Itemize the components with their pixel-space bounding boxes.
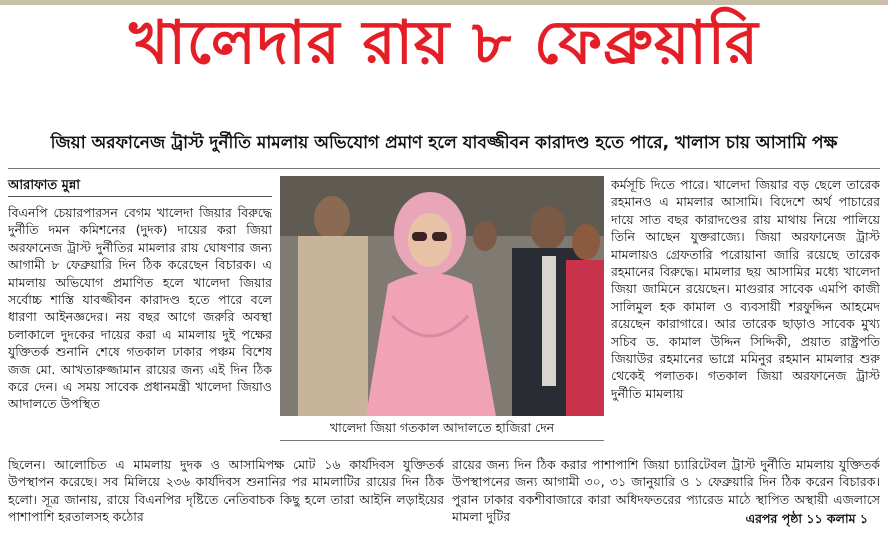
top-rule — [0, 0, 888, 5]
headline: খালেদার রায় ৮ ফেব্রুয়ারি — [129, 8, 759, 78]
article-column-1-continued: ছিলেন। আলোচিত এ মামলায় দুদক ও আসামিপক্ষ মোট ১৬ কার্যদিবস যুক্তিতর্ক উপস্থাপন করেছে। সব মিলিয়ে ২৩৬ কার্যদিবস শুনানির পর মামলাটির রায়ের দিন ঠিক হলো। সূত্র জানায়, রায়ে বিএনপির দৃষ্টিতে নেতিবাচক কিছু হলে তারা আইনি লড়াইয়ের পাশাপাশি হরতালসহ কঠোর — [8, 457, 444, 525]
divider — [8, 168, 880, 169]
divider — [280, 440, 604, 441]
divider — [8, 196, 272, 197]
continued-reference: এরপর পৃষ্ঠা ১১ কলাম ১ — [745, 511, 868, 526]
article-photo — [280, 176, 604, 416]
article-column-2-bottom: রায়ের জন্য দিন ঠিক করার পাশাপাশি জিয়া চ্যারিটেবল ট্রাস্ট দুর্নীতি মামলায় যুক্তিতর্ক উপস্থাপনের জন্য আগামী ৩০, ৩১ জানুয়ারি ও ১ ফেব্রুয়ারি দিন ঠিক করেন বিচারক। পুরান ঢাকার বকশীবাজারে কারা অধিদফতরের প্যারেড মাঠে স্থাপিত অস্থায়ী এজলাসে মামলা দুটির — [452, 457, 880, 525]
byline: আরাফাত মুন্না — [8, 178, 81, 193]
subheadline: জিয়া অরফানেজ ট্রাস্ট দুর্নীতি মামলায় অভিযোগ প্রমাণ হলে যাবজ্জীবন কারাদণ্ড হতে পারে, খালাস চায় আসামি পক্ষ — [50, 133, 838, 153]
article-column-1: বিএনপি চেয়ারপারসন বেগম খালেদা জিয়ার বিরুদ্ধে দুর্নীতি দমন কমিশনের (দুদক) দায়ের করা জিয়া অরফানেজ ট্রাস্ট দুর্নীতির মামলার রায় ঘোষণার জন্য আগামী ৮ ফেব্রুয়ারি দিন ঠিক করেছেন বিচারক। এ মামলায় অভিযোগ প্রমাণিত হলে খালেদা জিয়ার সর্বোচ্চ শাস্তি যাবজ্জীবন কারাদণ্ড হতে পারে বলে ধারণা আইনজ্ঞদের। নয় বছর আগে জরুরি অবস্থা চলাকালে দুদকের দায়ের করা এ মামলায় দুই পক্ষের যুক্তিতর্ক শুনানি শেষে গতকাল ঢাকার পঞ্চম বিশেষ জজ মো. আখতারুজ্জামান রায়ের জন্য এই দিন ঠিক করে দেন। এ সময় সাবেক প্রধানমন্ত্রী খালেদা জিয়াও আদালতে উপস্থিত — [8, 205, 272, 412]
article-column-3: কর্মসূচি দিতে পারে। খালেদা জিয়ার বড় ছেলে তারেক রহমানও এ মামলার আসামি। বিদেশে অর্থ পাচারের দায়ে সাত বছর কারাদণ্ডের রায় মাথায় নিয়ে পালিয়ে তিনি আছেন যুক্তরাজ্যে। জিয়া অরফানেজ ট্রাস্ট মামলায়ও গ্রেফতারি পরোয়ানা জারি রয়েছে তারেক রহমানের বিরুদ্ধে। মামলার ছয় আসামির মধ্যে খালেদা জিয়া জামিনে রয়েছেন। মাগুরার সাবেক এমপি কাজী সালিমুল হক কামাল ও ব্যবসায়ী শরফুদ্দিন আহমেদ রয়েছেন কারাগারে। আর তারেক ছাড়াও সাবেক মুখ্য সচিব ড. কামাল উদ্দিন সিদ্দিকী, প্রয়াত রাষ্ট্রপতি জিয়াউর রহমানের ভাগ্নে মমিনুর রহমান মামলার শুরু থেকেই পলাতক। গতকাল জিয়া অরফানেজ ট্রাস্ট দুর্নীতি মামলায় — [611, 177, 880, 401]
photo-caption: খালেদা জিয়া গতকাল আদালতে হাজিরা দেন — [329, 420, 555, 435]
